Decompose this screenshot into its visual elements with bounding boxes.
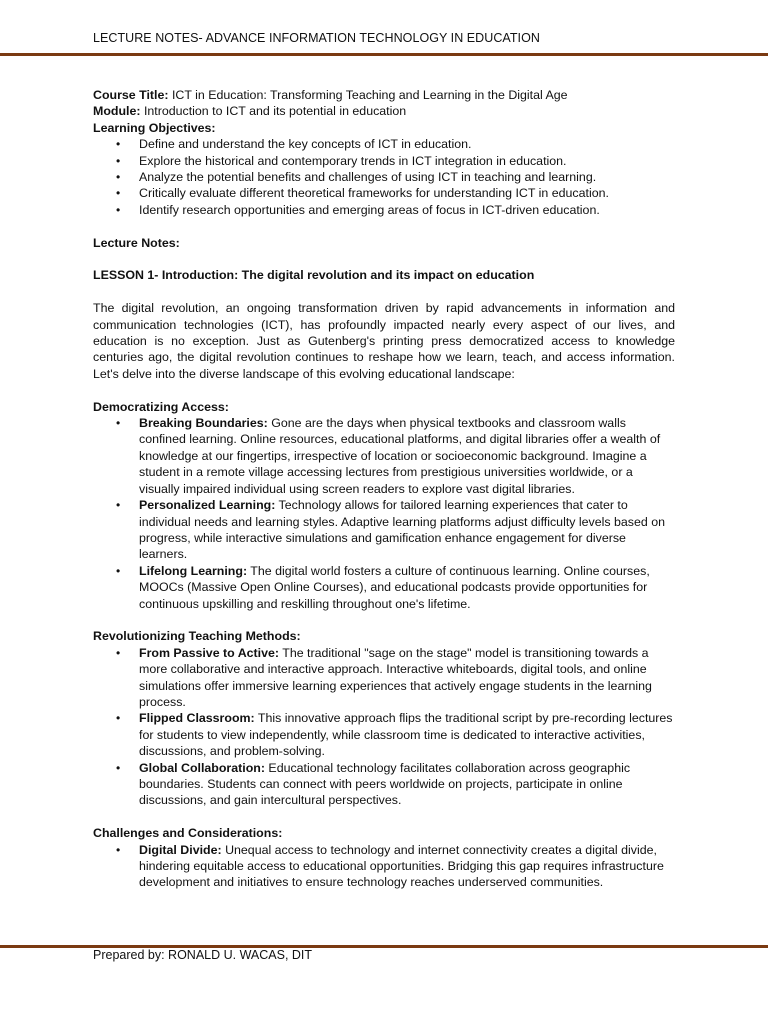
footer-prepared-by: Prepared by: RONALD U. WACAS, DIT xyxy=(93,948,313,962)
course-title-value: ICT in Education: Transforming Teaching and Learning in the Digital Age xyxy=(168,88,568,102)
revolutionizing-list xyxy=(93,645,675,809)
list-item: • Flipped Classroom: This innovative approach flips the traditional script by pre-recording lectures for students to view independently, while classroom time is dedicated to interactive activities, discussions, and problem-solving. xyxy=(139,710,675,759)
list-item: • Analyze the potential benefits and challenges of using ICT in teaching and learning. xyxy=(139,169,675,185)
page-header-title: LECTURE NOTES- ADVANCE INFORMATION TECHNOLOGY IN EDUCATION xyxy=(93,31,540,45)
objectives-heading: Learning Objectives: xyxy=(93,120,216,135)
list-item: • Lifelong Learning: The digital world fosters a culture of continuous learning. Online courses, MOOCs (Massive Open Online Courses), and educational podcasts provide opportunities for continuous upskilling and reskilling throughout one's lifetime. xyxy=(139,563,675,612)
list-item: • Global Collaboration: Educational technology facilitates collaboration across geographic boundaries. Students can connect with peers worldwide on projects, participate in online discussions, and gain intercultural perspectives. xyxy=(139,760,675,809)
section-heading-democratizing: Democratizing Access: xyxy=(93,399,229,414)
header-divider xyxy=(0,53,768,56)
challenges-list xyxy=(93,842,675,891)
objectives-list xyxy=(93,136,675,218)
list-item: • Personalized Learning: Technology allows for tailored learning experiences that cater to individual needs and learning styles. Adaptive learning platforms adjust difficulty levels based on progress, while interactive simulations and gamification enhance engagement for diverse learners. xyxy=(139,497,675,563)
module-value: Introduction to ICT and its potential in education xyxy=(140,104,407,119)
document-body xyxy=(93,87,675,891)
lesson-title: LESSON 1- Introduction: The digital revolution and its impact on education xyxy=(93,268,535,283)
intro-paragraph: The digital revolution, an ongoing transformation driven by rapid advancements in information and communication technologies (ICT), has profoundly impacted nearly every aspect of our lives, and education is no exception. Just as Gutenberg's printing press democratized access to knowledge centuries ago, the digital revolution continues to reshape how we learn, teach, and access information. Let's delve into the diverse landscape of this evolving educational landscape: xyxy=(93,301,675,381)
module-label: Module: xyxy=(93,104,141,119)
list-item: • Critically evaluate different theoretical frameworks for understanding ICT in education. xyxy=(139,185,675,201)
course-title-line xyxy=(93,87,675,103)
course-title-label: Course Title: xyxy=(93,88,169,102)
list-item: • Explore the historical and contemporary trends in ICT integration in education. xyxy=(139,153,675,169)
list-item: • From Passive to Active: The traditional "sage on the stage" model is transitioning towards a more collaborative and interactive approach. Interactive whiteboards, digital tools, and online simulations offer immersive learning experiences that actively engage students in the learning process. xyxy=(139,645,675,711)
list-item: • Digital Divide: Unequal access to technology and internet connectivity creates a digital divide, hindering equitable access to educational opportunities. Bridging this gap requires infrastructure development and initiatives to ensure technology reaches underserved communities. xyxy=(139,842,675,891)
list-item: • Breaking Boundaries: Gone are the days when physical textbooks and classroom walls confined learning. Online resources, educational platforms, and digital libraries offer a wealth of knowledge at our fingertips, irrespective of location or socioeconomic background. Imagine a student in a remote village accessing lectures from prestigious universities worldwide, or a visually impaired individual using screen readers to explore vast digital libraries. xyxy=(139,415,675,497)
lecture-notes-heading: Lecture Notes: xyxy=(93,235,180,250)
list-item: • Define and understand the key concepts of ICT in education. xyxy=(139,136,675,152)
list-item: • Identify research opportunities and emerging areas of focus in ICT-driven education. xyxy=(139,202,675,218)
module-line xyxy=(93,103,675,119)
section-heading-challenges: Challenges and Considerations: xyxy=(93,826,283,841)
democratizing-list xyxy=(93,415,675,612)
section-heading-revolutionizing: Revolutionizing Teaching Methods: xyxy=(93,629,301,644)
